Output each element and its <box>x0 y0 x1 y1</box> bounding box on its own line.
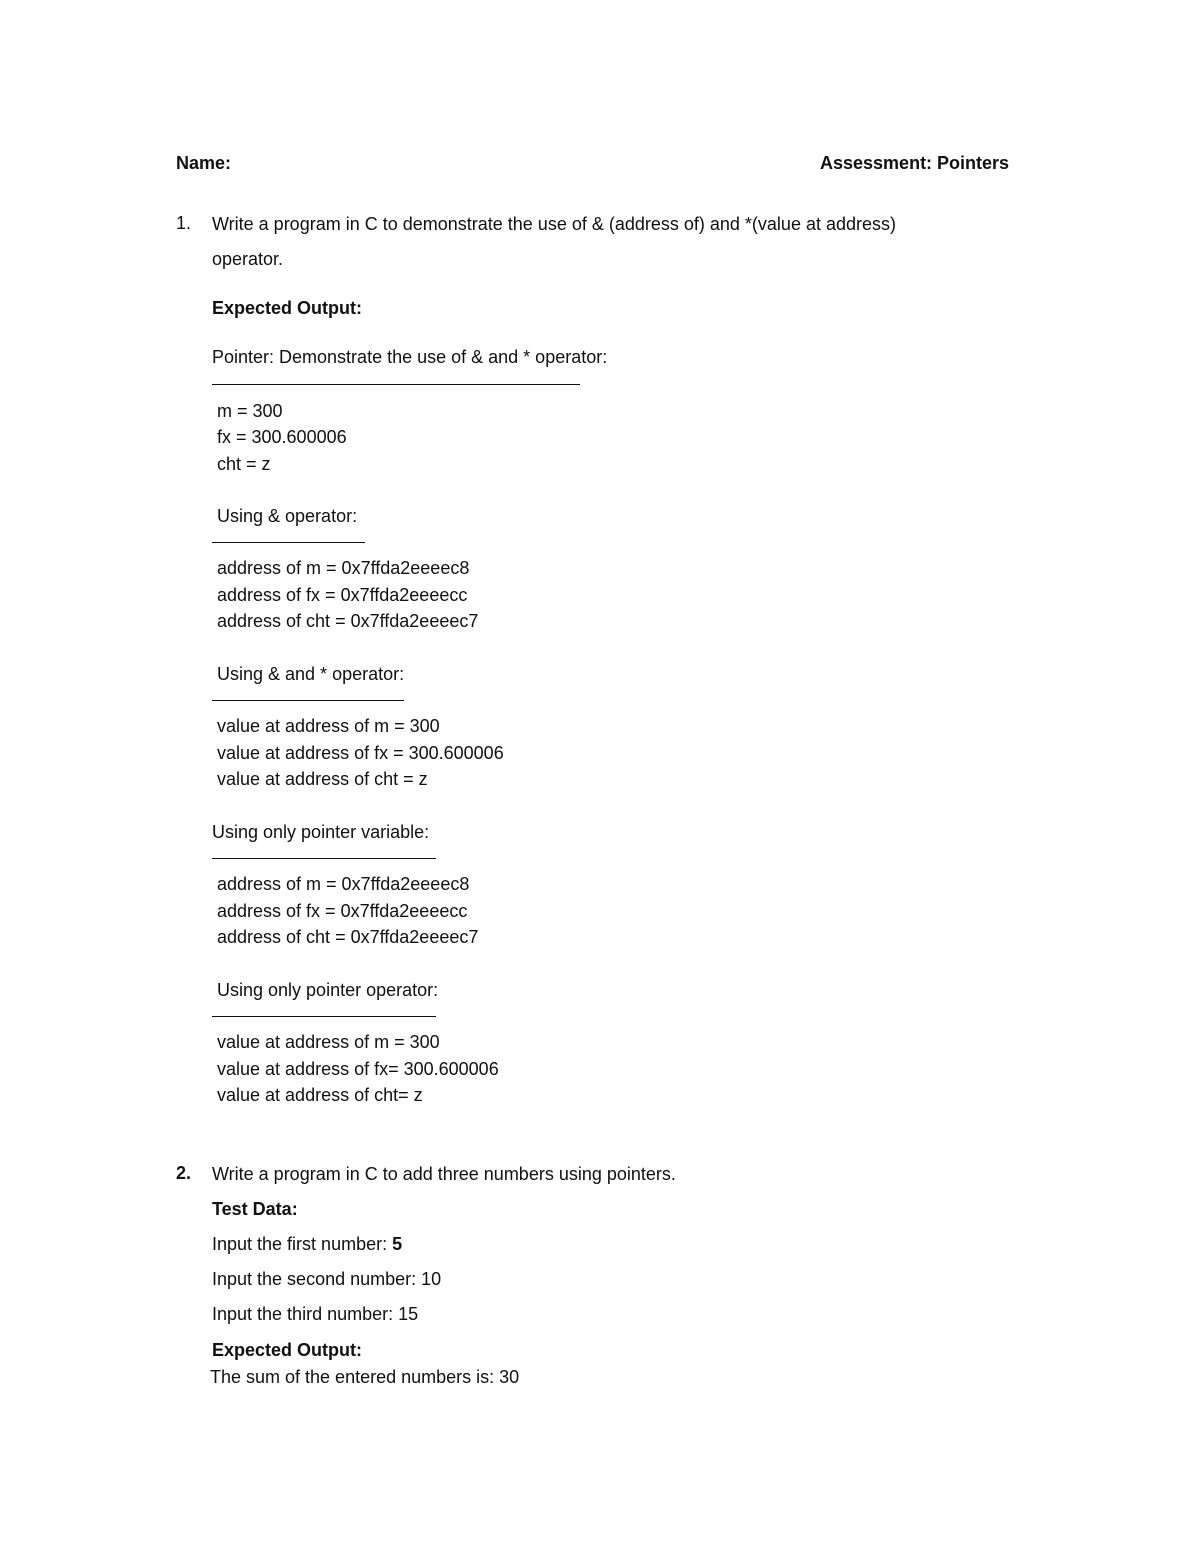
ptr-var-heading-rule <box>212 858 436 859</box>
test-input-line <box>212 1233 402 1255</box>
test-data-label: Test Data: <box>212 1199 298 1219</box>
test-input-value: 10 <box>421 1269 442 1289</box>
amp-star-line: value at address of cht = z <box>217 769 428 789</box>
amp-line: address of fx = 0x7ffda2eeeecc <box>217 585 468 605</box>
assessment-title: Assessment: Pointers <box>820 153 1010 173</box>
amp-heading-rule <box>212 542 365 543</box>
value-line: m = 300 <box>217 401 283 421</box>
sum-output-value: 30 <box>499 1367 520 1387</box>
question-1-expected-label: Expected Output: <box>212 298 363 318</box>
amp-star-heading-rule <box>212 700 404 701</box>
ptr-var-line: address of fx = 0x7ffda2eeeecc <box>217 901 468 921</box>
test-input-value: 5 <box>392 1234 403 1254</box>
ptr-var-heading: Using only pointer variable: <box>212 822 430 842</box>
test-input-label: Input the second number: <box>212 1269 422 1289</box>
ptr-op-line: value at address of m = 300 <box>217 1032 440 1052</box>
test-input-value: 15 <box>398 1304 419 1324</box>
question-1-prompt-line2: operator. <box>212 249 284 269</box>
test-input-label: Input the first number: <box>212 1234 393 1254</box>
question-1-prompt-line1: Write a program in C to demonstrate the use of & (address of) and *(value at address) <box>212 214 896 234</box>
question-2-expected-label: Expected Output: <box>212 1340 363 1360</box>
amp-line: address of m = 0x7ffda2eeeec8 <box>217 558 470 578</box>
amp-star-line: value at address of fx = 300.600006 <box>217 743 504 763</box>
test-input-label: Input the third number: <box>212 1304 399 1324</box>
amp-star-heading: Using & and * operator: <box>217 664 405 684</box>
sum-output-label: The sum of the entered numbers is: <box>210 1367 500 1387</box>
name-label: Name: <box>176 153 232 173</box>
question-2-number: 2. <box>176 1163 192 1183</box>
ptr-op-line: value at address of fx= 300.600006 <box>217 1059 499 1079</box>
sum-output-line <box>210 1366 519 1388</box>
amp-line: address of cht = 0x7ffda2eeeec7 <box>217 611 479 631</box>
ptr-var-line: address of m = 0x7ffda2eeeec8 <box>217 874 470 894</box>
amp-star-line: value at address of m = 300 <box>217 716 440 736</box>
value-line: cht = z <box>217 454 271 474</box>
ptr-op-heading-rule <box>212 1016 436 1017</box>
test-input-line <box>212 1303 418 1325</box>
amp-heading: Using & operator: <box>217 506 358 526</box>
output-title-rule <box>212 384 580 385</box>
question-2-prompt: Write a program in C to add three numbers using pointers. <box>212 1164 676 1184</box>
value-line: fx = 300.600006 <box>217 427 347 447</box>
ptr-op-line: value at address of cht= z <box>217 1085 423 1105</box>
test-input-line <box>212 1268 441 1290</box>
question-1-number: 1. <box>176 213 192 233</box>
ptr-op-heading: Using only pointer operator: <box>217 980 439 1000</box>
output-title: Pointer: Demonstrate the use of & and * operator: <box>212 347 608 367</box>
ptr-var-line: address of cht = 0x7ffda2eeeec7 <box>217 927 479 947</box>
